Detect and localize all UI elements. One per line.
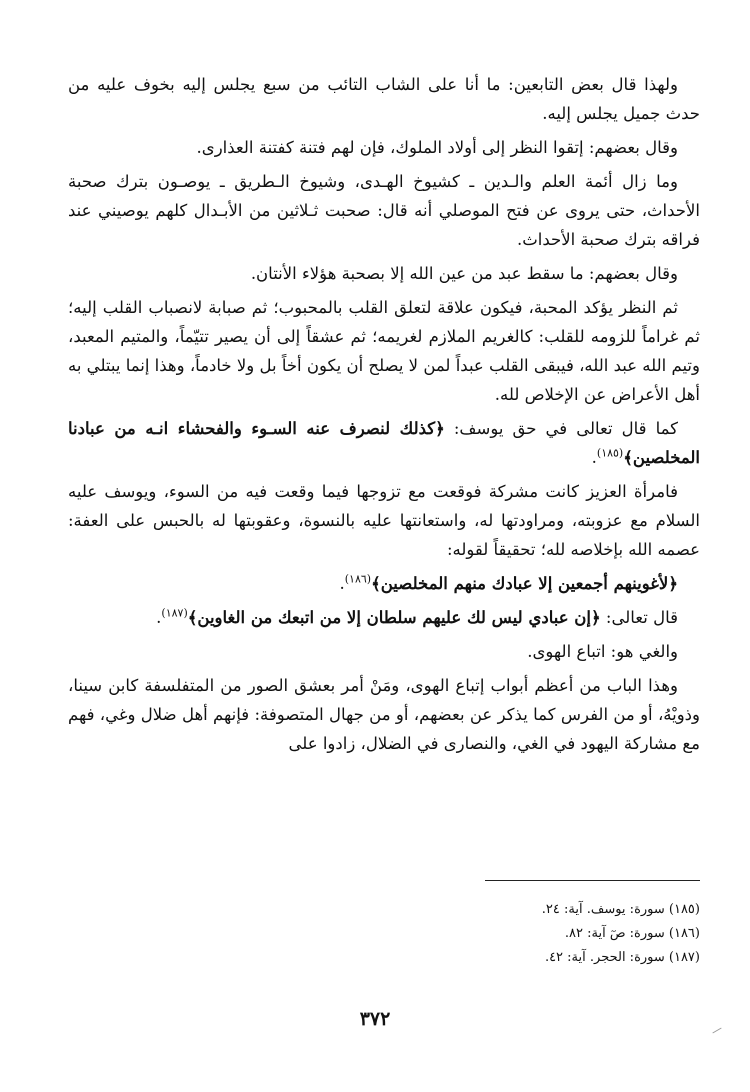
footnote-item: (١٨٧) سورة: الحجر. آية: ٤٢. [544,950,700,965]
paragraph: وقال بعضهم: إتقوا النظر إلى أولاد الملوك، فإن لهم فتنة كفتنة العذارى. [196,138,678,157]
quran-verse: ﴿إن عبادي ليس لك عليهم سلطان إلا من اتبعك من الغاوين﴾ [187,608,601,627]
footnote-ref: (١٨٧) [161,606,188,620]
paragraph: وما زال أئمة العلم والـدين ـ كشيوخ الهـدى، وشيوخ الـطريق ـ يوصـون بترك صحبة الأحداث، حتى يروى عن فتح الموصلي أنه قال: صحبت ثـلاثين من الأبـدال كلهم يوصيني عند فراقه بترك صحبة الأحداث. [68,172,700,249]
footnote-ref: (١٨٥) [596,446,624,460]
punctuation: . [339,574,345,593]
paragraph: ولهذا قال بعض التابعين: ما أنا على الشاب التائب من سبع يجلس إليه بخوف عليه من حدث جميل يجلس إليه. [68,75,700,123]
footnote-item: (١٨٦) سورة: صٓ آية: ٨٢. [564,926,700,941]
quran-verse: ﴿لأغوينهم أجمعين إلا عبادك منهم المخلصين﴾ [371,574,678,593]
paragraph-text: قال تعالى: [600,608,678,627]
paragraph-quran-hijr [68,603,700,632]
paragraph-quran-yusuf [68,414,700,472]
paragraph: فامرأة العزيز كانت مشركة فوقعت مع تزوجها فيما وقعت فيه من السوء، ويوسف عليه السلام مع عزوبته، ومراودتها له، واستعانتها عليه بالنسوة، وعقوبتها له بالحبس على العفة: عصمه الله بإخلاصه لله؛ تحقيقاً لقوله: [68,482,700,559]
paragraph: وقال بعضهم: ما سقط عبد من عين الله إلا بصحبة هؤلاء الأنتان. [250,264,678,283]
footnotes [300,898,700,970]
footnote-ref: (١٨٦) [344,572,372,586]
paragraph: وهذا الباب من أعظم أبواب إتباع الهوى، ومَنْ أمر بعشق الصور من المتفلسفة كابن سينا، وذويْهُ، أو من الفرس كما يذكر عن بعضهم، أو من جهال المتصوفة: فإنهم أهل ضلال وغي، فهم مع مشاركة اليهود في الغي، والنصارى في الضلال، زادوا على [68,676,700,753]
paragraph: والغي هو: اتباع الهوى. [527,642,678,661]
punctuation: . [156,608,162,627]
paragraph-text: كما قال تعالى في حق يوسف: [444,419,678,438]
paragraph: ثم النظر يؤكد المحبة، فيكون علاقة لتعلق القلب بالمحبوب؛ ثم صبابة لانصباب القلب إليه؛ ثم غراماً للزومه للقلب: كالغريم الملازم لغريمه؛ ثم عشقاً إلى أن يصير تتيّماً، والمتيم المعبد، وتيم الله عبد الله، فيبقى القلب عبداً لمن لا يصلح أن يكون أخاً بل ولا خادماً، وهذا إنما يبتلي به أهل الأعراض عن الإخلاص لله. [68,298,700,404]
page-number: ٣٧٢ [359,1008,391,1030]
main-text [68,70,700,763]
paragraph-quran-sad [68,569,700,598]
footnote-item: (١٨٥) سورة: يوسف. آية: ٢٤. [541,902,700,917]
footnote-divider [485,880,700,881]
quran-verse: ﴿كذلك لنصرف عنه السـوء والفحشاء انـه من عبادنا المخلصين﴾ [68,419,700,467]
punctuation: . [591,448,597,467]
